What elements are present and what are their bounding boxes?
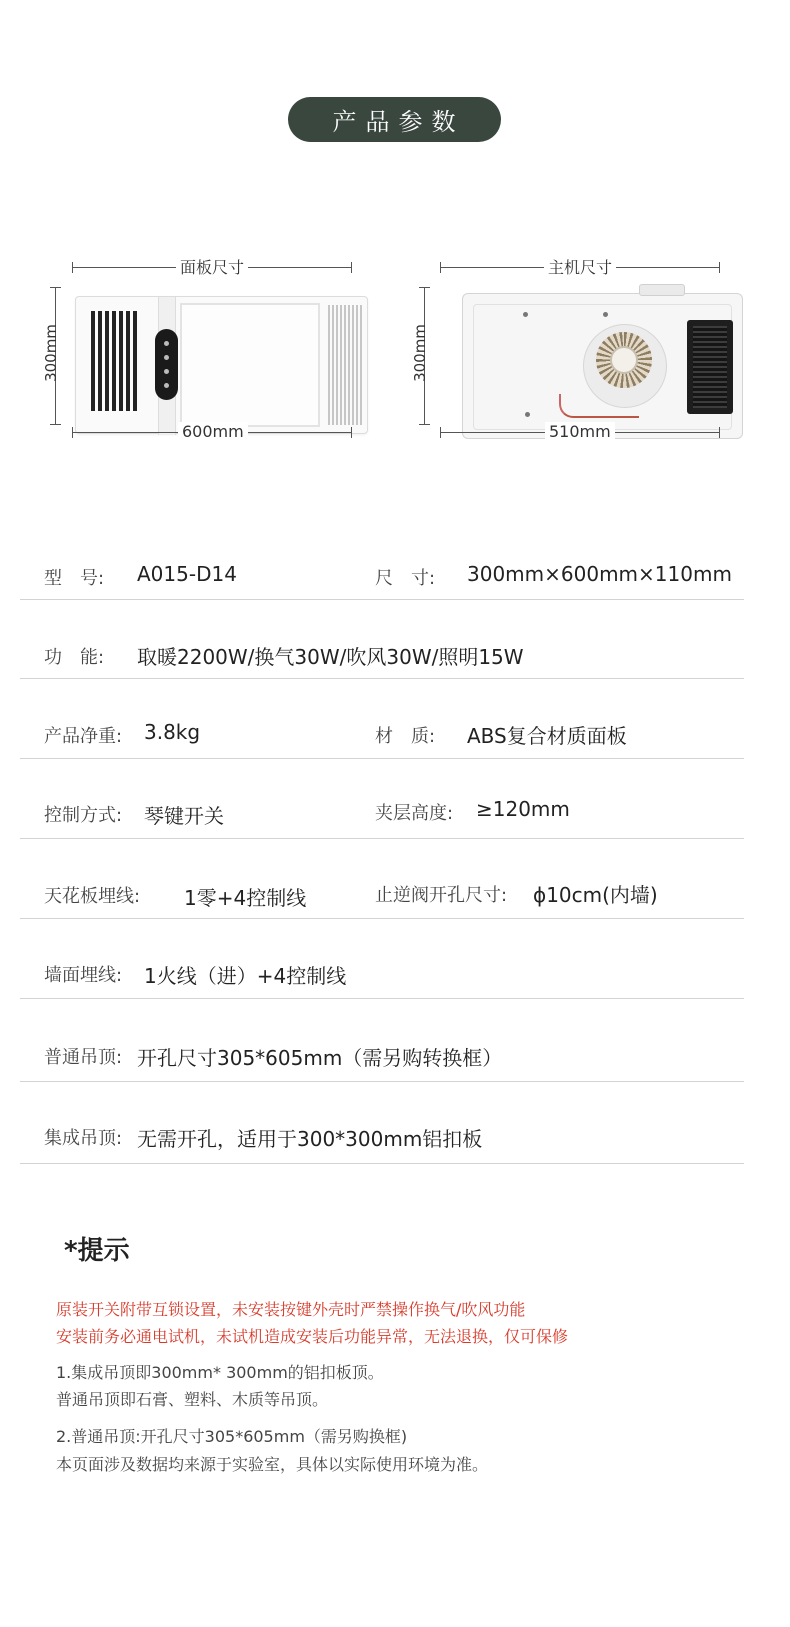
- host-width-label: 510mm: [545, 422, 615, 441]
- spec-row: [20, 630, 744, 679]
- spec-label-function: 功 能:: [44, 647, 105, 668]
- control-panel-icon: [155, 329, 178, 400]
- note-text: 1.集成吊顶即300mm* 300mm的铝扣板顶。: [56, 1363, 384, 1382]
- dimension-tick: [72, 427, 73, 438]
- panel-height-label: 300mm: [41, 324, 60, 382]
- spec-value-material: ABS复合材质面板: [467, 724, 627, 748]
- spec-row: [20, 869, 744, 919]
- wire: [559, 394, 639, 418]
- spec-row: [20, 1112, 744, 1164]
- vent-grille: [91, 311, 137, 411]
- spec-label-weight: 产品净重:: [44, 726, 123, 747]
- dimension-tick: [719, 427, 720, 438]
- spec-label-material: 材 质:: [375, 726, 436, 747]
- panel-size-label: 面板尺寸: [176, 255, 248, 278]
- host-height-label: 300mm: [410, 324, 429, 382]
- panel-width-label: 600mm: [178, 422, 248, 441]
- spec-label-model: 型 号:: [44, 568, 105, 589]
- spec-value-function: 取暖2200W/换气30W/吹风30W/照明15W: [137, 645, 524, 669]
- spec-label-size: 尺 寸:: [375, 568, 436, 589]
- spec-row: [20, 1029, 744, 1082]
- spec-value-weight: 3.8kg: [144, 720, 201, 744]
- spec-value-model: A015-D14: [137, 562, 237, 586]
- spec-label-normal-ceiling: 普通吊顶:: [44, 1047, 123, 1068]
- tips-title: *提示: [64, 1236, 130, 1266]
- light-panel: [180, 303, 320, 427]
- spec-label-wall-wire: 墙面埋线:: [44, 965, 123, 986]
- warning-text: 安装前务必通电试机，未试机造成安装后功能异常，无法退换，仅可保修: [56, 1327, 569, 1346]
- spec-value-integrated-ceiling: 无需开孔，适用于300*300mm铝扣板: [137, 1127, 483, 1151]
- dimension-tick: [440, 262, 441, 273]
- spec-value-normal-ceiling: 开孔尺寸305*605mm（需另购转换框）: [137, 1046, 503, 1070]
- spec-row: [20, 949, 744, 999]
- spec-row: [20, 710, 744, 759]
- spec-value-interlayer: ≥120mm: [476, 797, 570, 821]
- spec-label-integrated-ceiling: 集成吊顶:: [44, 1128, 123, 1149]
- spec-label-check-valve: 止逆阀开孔尺寸:: [375, 885, 508, 906]
- dimension-tick: [351, 427, 352, 438]
- note-text: 普通吊顶即石膏、塑料、木质等吊顶。: [56, 1390, 329, 1409]
- spec-row: [20, 788, 744, 839]
- spec-value-size: 300mm×600mm×110mm: [467, 562, 732, 586]
- spec-value-ceiling-wire: 1零+4控制线: [184, 886, 307, 910]
- warning-text: 原装开关附带互锁设置，未安装按键外壳时严禁操作换气/吹风功能: [56, 1300, 526, 1319]
- spec-label-ceiling-wire: 天花板埋线:: [44, 886, 141, 907]
- panel-image: [75, 296, 368, 434]
- section-title: 产品参数: [288, 97, 501, 142]
- host-image: [462, 293, 743, 439]
- spec-label-interlayer: 夹层高度:: [375, 803, 454, 824]
- dimension-tick: [419, 287, 430, 288]
- heater-icon: [687, 320, 733, 414]
- spec-value-control: 琴键开关: [144, 804, 224, 828]
- dimension-tick: [72, 262, 73, 273]
- note-text: 2.普通吊顶:开孔尺寸305*605mm（需另购换框): [56, 1427, 408, 1446]
- dimension-tick: [50, 287, 61, 288]
- side-grille: [328, 305, 362, 425]
- duct-collar: [639, 284, 685, 296]
- spec-label-control: 控制方式:: [44, 805, 123, 826]
- dimension-tick: [719, 262, 720, 273]
- note-text: 本页面涉及数据均来源于实验室，具体以实际使用环境为准。: [56, 1455, 489, 1474]
- spec-value-check-valve: ϕ10cm(内墙): [533, 883, 658, 907]
- host-size-label: 主机尺寸: [544, 255, 616, 278]
- spec-row: [20, 550, 744, 600]
- dimension-tick: [440, 427, 441, 438]
- dimension-tick: [419, 424, 430, 425]
- dimension-tick: [50, 424, 61, 425]
- dimension-tick: [351, 262, 352, 273]
- spec-value-wall-wire: 1火线（进）+4控制线: [144, 964, 347, 988]
